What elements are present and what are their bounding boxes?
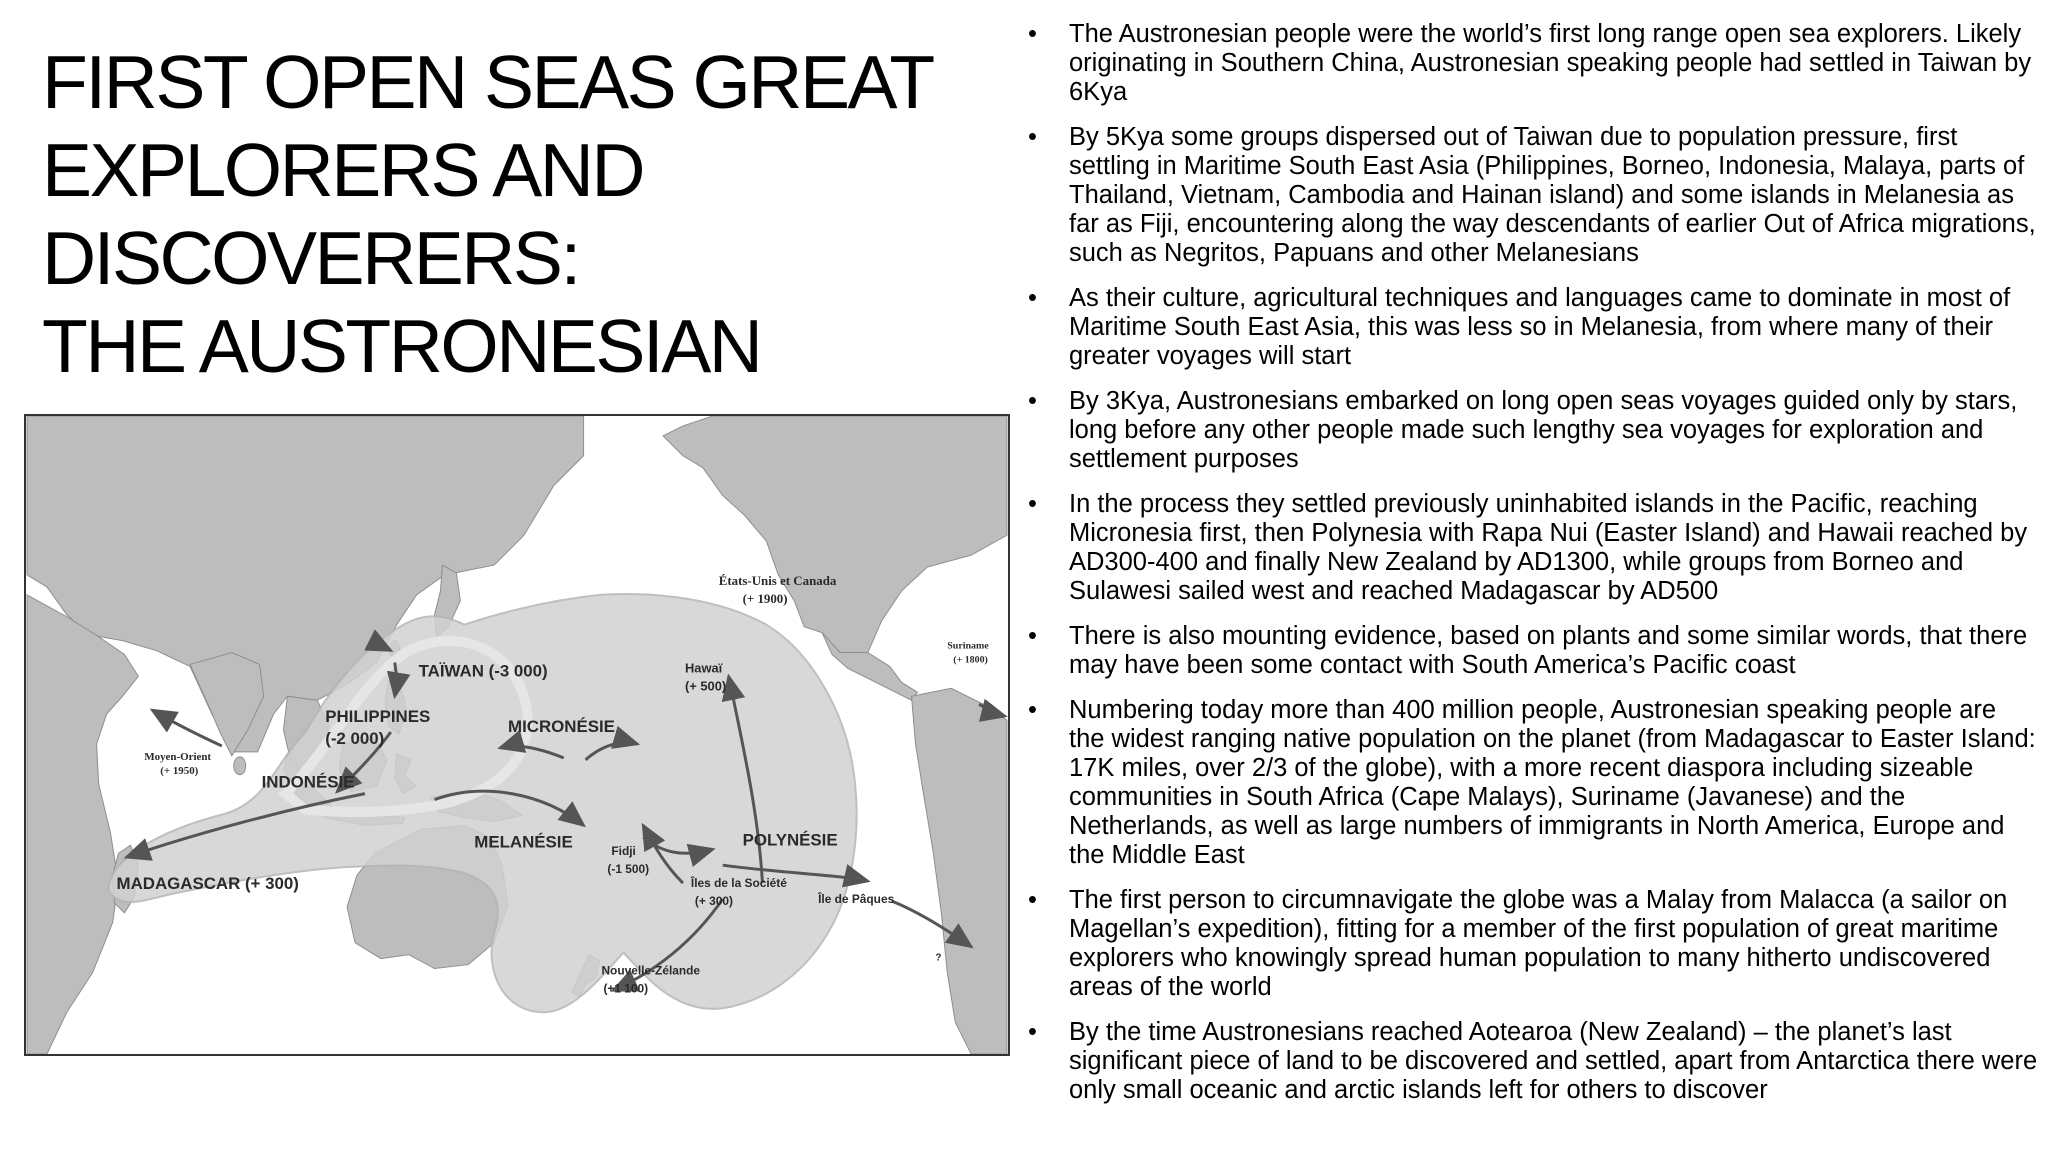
- label-nouvelle-zelande-date: (+1 100): [603, 981, 649, 996]
- bullet-item: • By 3Kya, Austronesians embarked on long open seas voyages guided only by stars, long before any other people made such lengthy sea voyages for exploration and settlement purposes: [1018, 387, 2038, 474]
- title-line-2: EXPLORERS AND: [42, 128, 644, 212]
- title-line-1: FIRST OPEN SEAS GREAT: [42, 40, 933, 124]
- bullet-list: [1018, 20, 2038, 1121]
- austronesian-migration-map: [24, 414, 1010, 1056]
- label-philippines: PHILIPPINES: [325, 707, 431, 727]
- label-etats-unis: États-Unis et Canada: [718, 572, 837, 588]
- label-suriname: Suriname: [947, 640, 989, 652]
- sri-lanka-island: [234, 757, 246, 775]
- bullet-item: • There is also mounting evidence, based on plants and some similar words, that there may have been some contact with South America’s Pacific coast: [1018, 622, 2038, 680]
- label-question: ?: [935, 952, 942, 964]
- label-ile-paques: Île de Pâques: [818, 891, 895, 906]
- label-melanesie: MELANÉSIE: [474, 832, 573, 852]
- label-etats-unis-date: (+ 1900): [742, 590, 788, 606]
- bullet-item: • The first person to circumnavigate the globe was a Malay from Malacca (a sailor on Magellan’s expedition), fitting for a member of the first population of great maritime explorers who knowingly spread human population to many hitherto undiscovered areas of the world: [1018, 886, 2038, 1002]
- label-philippines-date: (-2 000): [325, 728, 385, 748]
- arrow-taiwan-philippines: [395, 662, 396, 696]
- label-hawai-date: (+ 500): [684, 678, 727, 694]
- label-moyen-orient-date: (+ 1950): [160, 764, 199, 777]
- bullet-item: • The Austronesian people were the world’s first long range open sea explorers. Likely originating in Southern China, Austronesian speaking people had settled in Taiwan by 6Kya: [1018, 20, 2038, 107]
- label-nouvelle-zelande: Nouvelle-Zélande: [601, 963, 701, 978]
- bullet-item: • By the time Austronesians reached Aotearoa (New Zealand) – the planet’s last significant piece of land to be discovered and settled, apart from Antarctica there were only small oceanic and arctic islands left for others to discover: [1018, 1018, 2038, 1105]
- label-madagascar: MADAGASCAR (+ 300): [116, 874, 299, 894]
- label-taiwan: TAÏWAN (-3 000): [418, 661, 548, 681]
- title-line-4: THE AUSTRONESIAN: [42, 304, 761, 388]
- bullet-item: • In the process they settled previously uninhabited islands in the Pacific, reaching Micronesia first, then Polynesia with Rapa Nui (Easter Island) and Hawaii reached by AD300-400 and finally New Zealand by AD1300, while groups from Borneo and Sulawesi sailed west and reached Madagascar by AD500: [1018, 490, 2038, 606]
- label-fidji-date: (-1 500): [607, 862, 650, 877]
- label-iles-societe-date: (+ 300): [694, 893, 733, 908]
- map-svg: [26, 416, 1008, 1054]
- label-micronesie: MICRONÉSIE: [508, 717, 615, 737]
- title-line-3: DISCOVERERS:: [42, 216, 579, 300]
- label-iles-societe: Îles de la Société: [690, 876, 787, 891]
- slide-title: [42, 38, 962, 390]
- label-hawai: Hawaï: [684, 660, 723, 676]
- label-polynesie: POLYNÉSIE: [742, 830, 838, 850]
- bullet-item: • By 5Kya some groups dispersed out of Taiwan due to population pressure, first settling in Maritime South East Asia (Philippines, Borneo, Indonesia, Malaya, parts of Thailand, Vietnam, Cambodia and Hainan island) and some islands in Melanesia as far as Fiji, encountering along the way descendants of earlier Out of Africa migrations, such as Negritos, Papuans and other Melanesians: [1018, 123, 2038, 268]
- bullet-item: • Numbering today more than 400 million people, Austronesian speaking people are the widest ranging native population on the planet (from Madagascar to Easter Island: 17K miles, over 2/3 of the globe), with a more recent diaspora including sizeable communities in South Africa (Cape Malays), Suriname (Javanese) and the Netherlands, as well as large numbers of immigrants in North America, Europe and the Middle East: [1018, 696, 2038, 870]
- label-indonesie: INDONÉSIE: [261, 772, 355, 792]
- label-moyen-orient: Moyen-Orient: [144, 750, 212, 763]
- label-suriname-date: (+ 1800): [953, 654, 988, 666]
- bullet-item: • As their culture, agricultural techniques and languages came to dominate in most of Maritime South East Asia, this was less so in Melanesia, from where many of their greater voyages will start: [1018, 284, 2038, 371]
- label-fidji: Fidji: [611, 844, 636, 859]
